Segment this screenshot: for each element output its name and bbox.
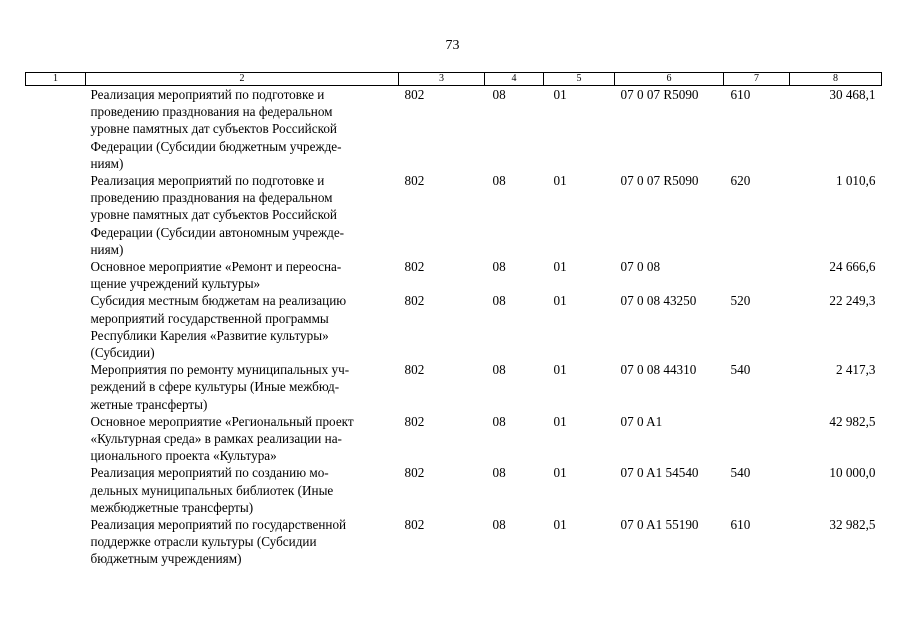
cell-c8: 1 010,6	[835, 173, 876, 189]
cell-c3: 802	[404, 87, 425, 102]
cell-c5: 01	[553, 413, 567, 429]
cell-c4: 08	[492, 413, 506, 429]
cell-c7: 540	[730, 465, 751, 481]
cell-c4: 08	[492, 259, 506, 275]
cell-c3: 802	[404, 362, 425, 378]
item-name-line: уровне памятных дат субъектов Российской	[90, 121, 337, 137]
cell-c7: 620	[730, 173, 751, 189]
item-name-line: Реализация мероприятий по государственной	[90, 517, 347, 533]
table-row	[26, 413, 882, 465]
item-name-line: реждений в сфере культуры (Иные межбюд-	[90, 379, 340, 395]
cell-c5: 01	[553, 293, 567, 309]
cell-c6: 07 0 A1 55190	[620, 517, 699, 533]
table-body	[26, 86, 882, 568]
cell-c7	[724, 413, 790, 465]
table-row	[26, 86, 882, 173]
item-name-cell	[86, 464, 399, 516]
cell-c8: 32 982,5	[829, 517, 876, 533]
item-name-line: проведению празднования на федеральном	[90, 190, 333, 206]
table-row	[26, 172, 882, 258]
item-name-line: дельных муниципальных библиотек (Иные	[90, 482, 334, 498]
row-number-cell	[26, 86, 86, 173]
item-name-cell	[86, 258, 399, 292]
row-number-cell	[26, 292, 86, 361]
item-name-line: Федерации (Субсидии автономным учрежде-	[90, 224, 345, 240]
item-name-line: жетные трансферты)	[90, 396, 208, 412]
cell-c7: 520	[730, 293, 751, 309]
item-name-line: Основное мероприятие «Региональный проект	[90, 413, 354, 429]
cell-c3: 802	[404, 293, 425, 309]
item-name-line: поддержке отрасли культуры (Субсидии	[90, 534, 317, 550]
column-header-1: 1	[26, 73, 86, 86]
cell-c3: 802	[404, 465, 425, 481]
cell-c6: 07 0 07 R5090	[620, 173, 699, 189]
row-number-cell	[26, 172, 86, 258]
item-name-line: Основное мероприятие «Ремонт и переосна-	[90, 259, 342, 275]
item-name-line: ционального проекта «Культура»	[90, 448, 277, 464]
table-row	[26, 361, 882, 413]
cell-c6: 07 0 07 R5090	[620, 87, 699, 102]
table-row	[26, 258, 882, 292]
cell-c4: 08	[492, 465, 506, 481]
column-header-5: 5	[544, 73, 615, 86]
column-header-8: 8	[790, 73, 882, 86]
table-row	[26, 292, 882, 361]
item-name-line: ниям)	[90, 241, 124, 257]
table-row	[26, 464, 882, 516]
cell-c4: 08	[492, 293, 506, 309]
cell-c4: 08	[492, 517, 506, 533]
column-header-2: 2	[86, 73, 399, 86]
cell-c4: 08	[492, 87, 506, 102]
item-name-line: Республики Карелия «Развитие культуры»	[90, 327, 329, 343]
column-header-6: 6	[615, 73, 724, 86]
item-name-line: Реализация мероприятий по подготовке и	[90, 87, 325, 102]
item-name-line: межбюджетные трансферты)	[90, 499, 254, 515]
cell-c5: 01	[553, 173, 567, 189]
cell-c6: 07 0 08 43250	[620, 293, 697, 309]
cell-c6: 07 0 08	[620, 259, 661, 275]
cell-c7	[724, 258, 790, 292]
item-name-cell	[86, 361, 399, 413]
cell-c8: 24 666,6	[829, 259, 876, 275]
cell-c5: 01	[553, 362, 567, 378]
cell-c3: 802	[404, 259, 425, 275]
item-name-line: Реализация мероприятий по созданию мо-	[90, 465, 329, 481]
item-name-line: «Культурная среда» в рамках реализации на-	[90, 431, 342, 447]
cell-c5: 01	[553, 517, 567, 533]
cell-c8: 10 000,0	[829, 465, 876, 481]
cell-c3: 802	[404, 413, 425, 429]
cell-c3: 802	[404, 517, 425, 533]
item-name-line: ниям)	[90, 155, 124, 171]
item-name-cell	[86, 413, 399, 465]
item-name-line: мероприятий государственной программы	[90, 310, 329, 326]
cell-c5: 01	[553, 465, 567, 481]
cell-c4: 08	[492, 362, 506, 378]
item-name-cell	[86, 172, 399, 258]
item-name-line: Реализация мероприятий по подготовке и	[90, 173, 325, 189]
table-row	[26, 516, 882, 568]
row-number-cell	[26, 258, 86, 292]
row-number-cell	[26, 361, 86, 413]
item-name-line: проведению празднования на федеральном	[90, 104, 333, 120]
cell-c6: 07 0 08 44310	[620, 362, 697, 378]
cell-c8: 42 982,5	[829, 413, 876, 429]
cell-c6: 07 0 A1	[620, 413, 663, 429]
item-name-line: Субсидия местным бюджетам на реализацию	[90, 293, 347, 309]
cell-c8: 2 417,3	[835, 362, 876, 378]
cell-c7: 610	[730, 87, 751, 102]
item-name-line: Мероприятия по ремонту муниципальных уч-	[90, 362, 350, 378]
column-header-7: 7	[724, 73, 790, 86]
table-header-row	[26, 73, 882, 86]
cell-c3: 802	[404, 173, 425, 189]
cell-c8: 30 468,1	[829, 87, 876, 102]
item-name-line: бюджетным учреждениям)	[90, 551, 242, 567]
item-name-cell	[86, 292, 399, 361]
row-number-cell	[26, 413, 86, 465]
column-header-3: 3	[399, 73, 485, 86]
row-number-cell	[26, 516, 86, 568]
row-number-cell	[26, 464, 86, 516]
cell-c6: 07 0 A1 54540	[620, 465, 699, 481]
cell-c7: 610	[730, 517, 751, 533]
item-name-line: щение учреждений культуры»	[90, 276, 261, 292]
item-name-line: уровне памятных дат субъектов Российской	[90, 207, 337, 223]
item-name-cell	[86, 516, 399, 568]
cell-c7: 540	[730, 362, 751, 378]
column-header-4: 4	[485, 73, 544, 86]
item-name-line: (Субсидии)	[90, 345, 155, 361]
cell-c5: 01	[553, 259, 567, 275]
cell-c8: 22 249,3	[829, 293, 876, 309]
item-name-line: Федерации (Субсидии бюджетным учрежде-	[90, 138, 342, 154]
page-number: 73	[445, 38, 460, 53]
cell-c4: 08	[492, 173, 506, 189]
budget-table	[25, 72, 882, 568]
cell-c5: 01	[553, 87, 567, 102]
item-name-cell	[86, 86, 399, 173]
